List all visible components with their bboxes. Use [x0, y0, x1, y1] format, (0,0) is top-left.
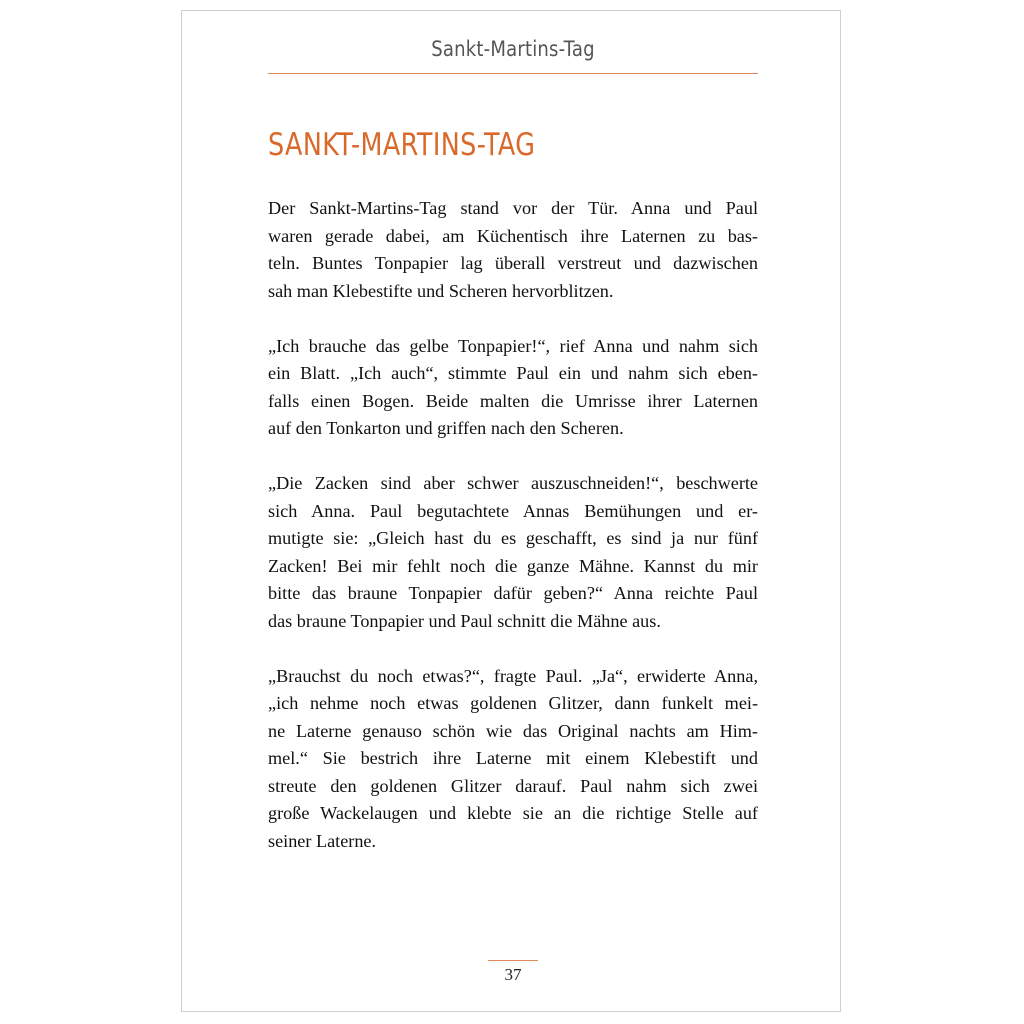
- text-line: große Wackelaugen und klebte sie an die richtige Stelle auf: [268, 803, 758, 823]
- body-text: [268, 195, 758, 883]
- text-line: mel.“ Sie bestrich ihre Laterne mit einem Klebestift und: [268, 748, 758, 768]
- text-line: ein Blatt. „Ich auch“, stimmte Paul ein und nahm sich eben-: [268, 363, 758, 383]
- text-line: seiner Laterne.: [268, 830, 377, 851]
- text-line: bitte das braune Tonpapier dafür geben?“ Anna reichte Paul: [268, 583, 758, 603]
- text-line: sah man Klebestifte und Scheren hervorblitzen.: [268, 280, 614, 301]
- text-line: waren gerade dabei, am Küchentisch ihre Laternen zu bas-: [268, 225, 758, 246]
- paragraph: [268, 663, 758, 856]
- book-page: [181, 10, 841, 1012]
- page-number: 37: [504, 965, 522, 984]
- text-line: „ich nehme noch etwas goldenen Glitzer, dann funkelt mei-: [268, 693, 758, 713]
- text-line: teln. Buntes Tonpapier lag überall verstreut und dazwischen: [268, 253, 758, 273]
- chapter-title: SANKT-MARTINS-TAG: [268, 127, 536, 163]
- running-head: Sankt-Martins-Tag: [431, 37, 595, 61]
- text-line: „Brauchst du noch etwas?“, fragte Paul. „Ja“, erwiderte Anna,: [268, 665, 758, 686]
- paragraph: [268, 195, 758, 305]
- text-line: Der Sankt-Martins-Tag stand vor der Tür. Anna und Paul: [268, 198, 758, 218]
- footer-rule: [488, 960, 538, 961]
- paragraph: [268, 333, 758, 443]
- paragraph: [268, 470, 758, 635]
- text-line: das braune Tonpapier und Paul schnitt die Mähne aus.: [268, 610, 661, 631]
- text-line: auf den Tonkarton und griffen nach den Scheren.: [268, 418, 624, 438]
- text-line: streute den goldenen Glitzer darauf. Paul nahm sich zwei: [268, 775, 758, 796]
- text-line: sich Anna. Paul begutachtete Annas Bemühungen und er-: [268, 500, 758, 521]
- text-line: falls einen Bogen. Beide malten die Umrisse ihrer Laternen: [268, 390, 758, 411]
- text-line: „Ich brauche das gelbe Tonpapier!“, rief Anna und nahm sich: [268, 335, 758, 356]
- text-line: Zacken! Bei mir fehlt noch die ganze Mähne. Kannst du mir: [268, 555, 758, 576]
- header-rule: [268, 73, 758, 74]
- text-line: „Die Zacken sind aber schwer auszuschneiden!“, beschwerte: [268, 473, 758, 493]
- text-line: mutigte sie: „Gleich hast du es geschafft, es sind ja nur fünf: [268, 528, 758, 548]
- text-line: ne Laterne genauso schön wie das Original nachts am Him-: [268, 720, 758, 741]
